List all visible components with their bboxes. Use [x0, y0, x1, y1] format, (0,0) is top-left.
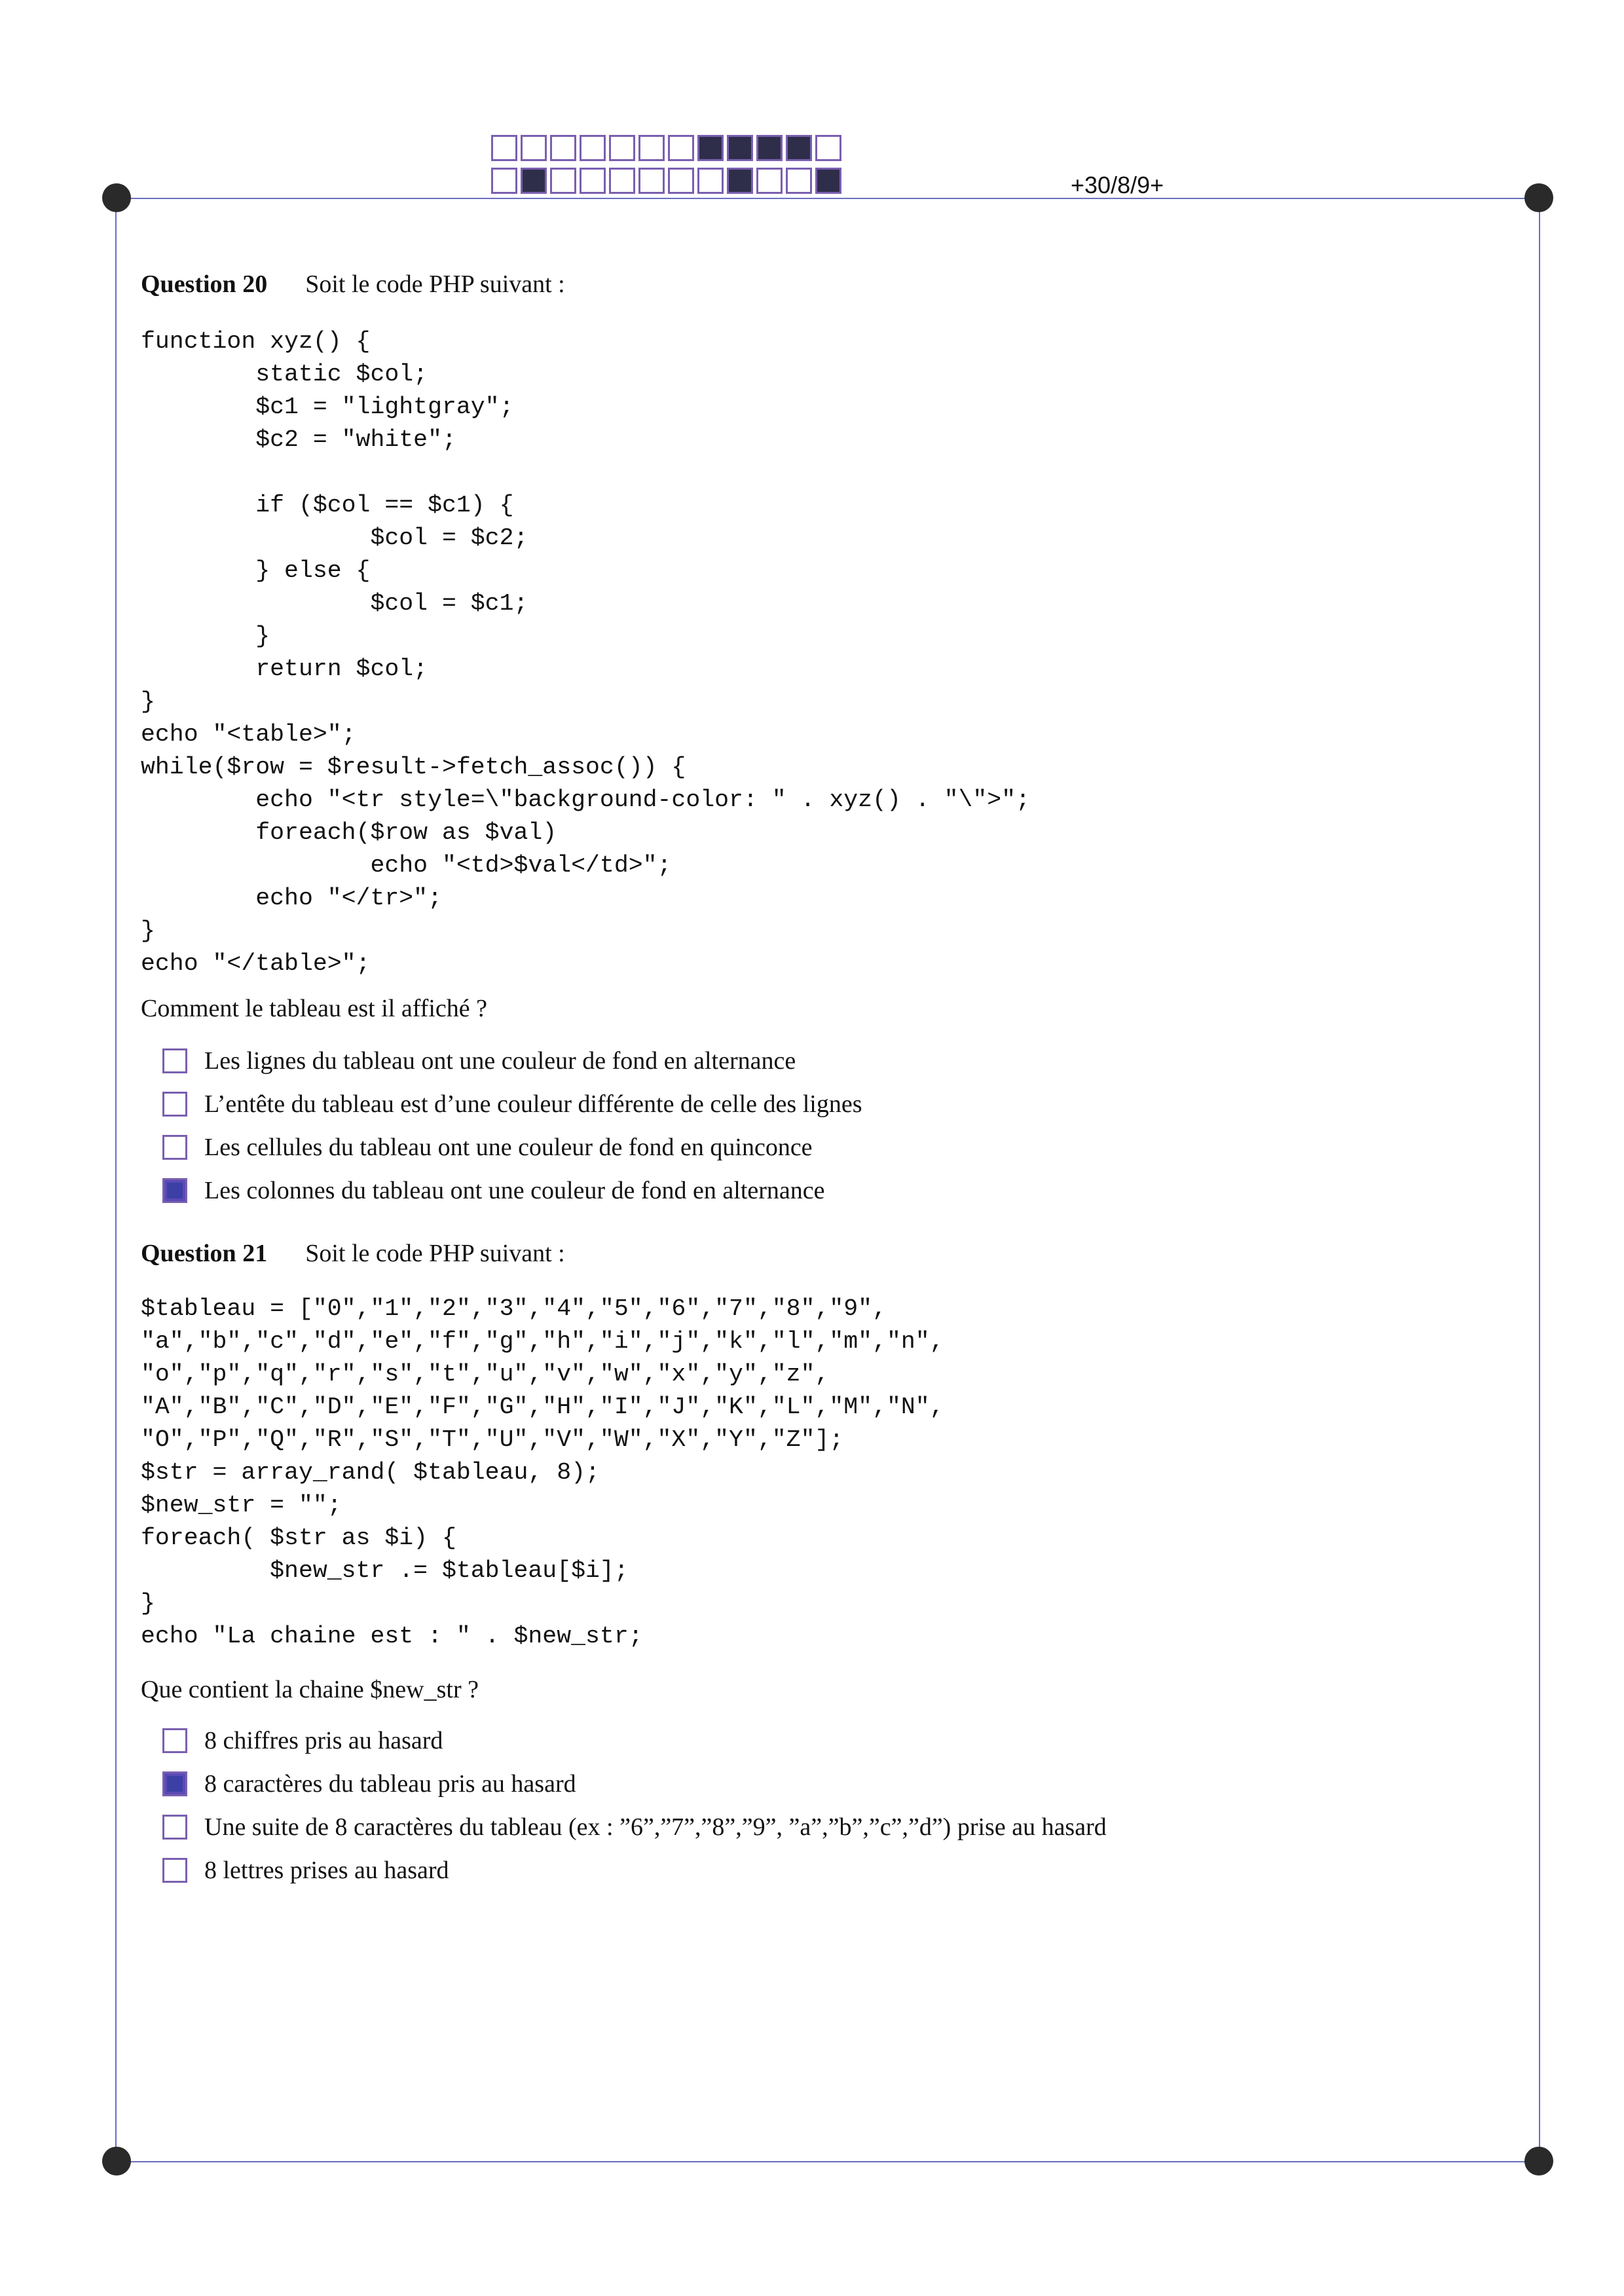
corner-mark-bottom-right [1524, 2147, 1553, 2176]
barcode-cell [609, 135, 635, 161]
frame-left-line [115, 198, 117, 2162]
corner-mark-bottom-left [102, 2147, 131, 2176]
frame-bottom-line [118, 2161, 1540, 2162]
barcode-cell [786, 168, 812, 194]
barcode-cell [491, 135, 517, 161]
corner-mark-top-right [1524, 183, 1553, 212]
answer-text: Les lignes du tableau ont une couleur de fond en alternance [204, 1047, 796, 1075]
barcode-cell [638, 135, 665, 161]
barcode-cell [815, 168, 841, 194]
answer-text: 8 caractères du tableau pris au hasard [204, 1770, 576, 1798]
barcode-cell [727, 135, 753, 161]
question-label: Question 20 [141, 270, 268, 298]
answer-checkbox[interactable] [162, 1771, 187, 1796]
question-20-heading [141, 270, 565, 299]
answer-checkbox[interactable] [162, 1048, 187, 1073]
question-label: Question 21 [141, 1240, 268, 1267]
corner-mark-top-left [102, 183, 131, 212]
barcode-row-2 [491, 168, 845, 194]
answer-option[interactable] [162, 1133, 813, 1162]
answer-option[interactable] [162, 1726, 443, 1755]
barcode-cell [491, 168, 517, 194]
barcode-cell [815, 135, 841, 161]
answer-text: Les colonnes du tableau ont une couleur de fond en alternance [204, 1177, 825, 1204]
barcode-cell [609, 168, 635, 194]
barcode-row-1 [491, 135, 845, 161]
answer-option[interactable] [162, 1813, 1107, 1842]
answer-option[interactable] [162, 1769, 576, 1798]
barcode-cell [580, 168, 606, 194]
barcode-cell [550, 168, 576, 194]
question-21-prompt: Que contient la chaine $new_str ? [141, 1676, 479, 1703]
barcode-cell [521, 168, 547, 194]
answer-checkbox[interactable] [162, 1815, 187, 1840]
barcode-cell [756, 168, 783, 194]
question-21-heading [141, 1239, 565, 1268]
frame-right-line [1539, 198, 1540, 2162]
answer-checkbox[interactable] [162, 1178, 187, 1203]
barcode-cell [727, 168, 753, 194]
answer-option[interactable] [162, 1046, 796, 1075]
barcode-cell [668, 135, 694, 161]
question-20-code: function xyz() { static $col; $c1 = "lightgray"; $c2 = "white"; if ($col == $c1) { $col = $c2; } else { $col = $c1; } return $col; } echo "<table>"; while($row = $result->fetch_assoc()) { echo "<tr style=\"background-color: " . xyz() . "\">"; foreach($row as $val) echo "<td>$val</td>"; echo "</tr>"; } echo "</table>"; [141, 328, 1031, 977]
answer-option[interactable] [162, 1176, 825, 1205]
answer-checkbox[interactable] [162, 1858, 187, 1883]
barcode-cell [580, 135, 606, 161]
frame-top-line [118, 198, 1540, 199]
barcode-cell [697, 168, 724, 194]
barcode-cell [697, 135, 724, 161]
answer-text: Les cellules du tableau ont une couleur de fond en quinconce [204, 1134, 813, 1161]
answer-text: 8 chiffres pris au hasard [204, 1727, 443, 1754]
question-20-prompt: Comment le tableau est il affiché ? [141, 995, 487, 1022]
barcode-cell [521, 135, 547, 161]
barcode-cell [550, 135, 576, 161]
barcode-cell [786, 135, 812, 161]
question-intro: Soit le code PHP suivant : [305, 1240, 565, 1267]
answer-checkbox[interactable] [162, 1135, 187, 1160]
answer-checkbox[interactable] [162, 1092, 187, 1117]
barcode-cell [668, 168, 694, 194]
answer-text: Une suite de 8 caractères du tableau (ex : ”6”,”7”,”8”,”9”, ”a”,”b”,”c”,”d”) prise au hasard [204, 1813, 1107, 1841]
barcode-cell [638, 168, 665, 194]
question-intro: Soit le code PHP suivant : [305, 270, 565, 298]
answer-checkbox[interactable] [162, 1728, 187, 1753]
page-id: +30/8/9+ [1071, 172, 1164, 198]
question-21-code: $tableau = ["0","1","2","3","4","5","6","7","8","9", "a","b","c","d","e","f","g","h","i","j","k","l","m","n", "o","p","q","r","s","t","u","v","w","x","y","z", "A","B","C","D","E","F","G","H","I","J","K","L","M","N", "O","P","Q","R","S","T","U","V","W","X","Y","Z"]; $str = array_rand( $tableau, 8); $new_str = ""; foreach( $str as $i) { $new_str .= $tableau[$i]; } echo "La chaine est : " . $new_str; [141, 1295, 944, 1650]
answer-option[interactable] [162, 1090, 862, 1119]
barcode-cell [756, 135, 783, 161]
answer-text: L’entête du tableau est d’une couleur différente de celle des lignes [204, 1090, 862, 1118]
answer-option[interactable] [162, 1856, 449, 1885]
answer-text: 8 lettres prises au hasard [204, 1857, 449, 1884]
